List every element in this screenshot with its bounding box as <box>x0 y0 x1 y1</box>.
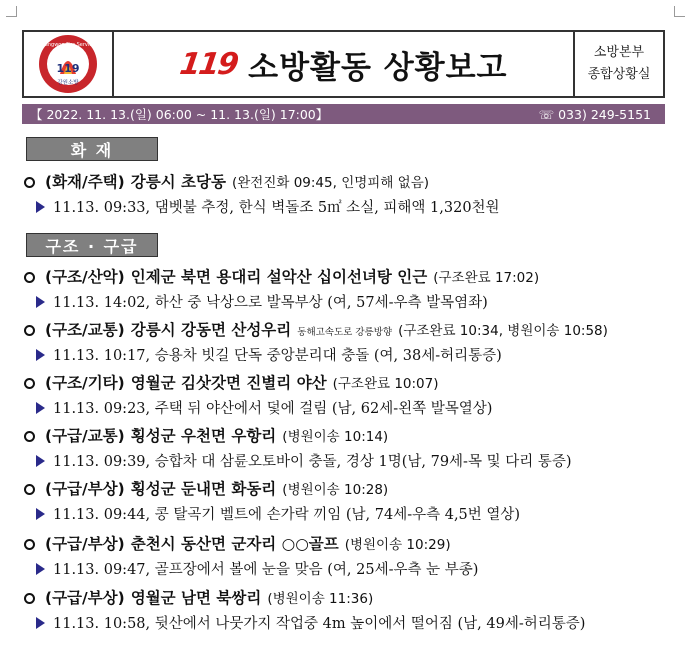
bullet-circle-icon <box>24 272 35 283</box>
incident-status: (구조완료 10:07) <box>332 376 439 392</box>
triangle-bullet-icon <box>36 617 45 629</box>
triangle-bullet-icon <box>36 201 45 213</box>
incident-detail: 11.13. 09:33, 댐벳불 추정, 한식 벽돌조 5㎡ 소실, 피해액 1,320천원 <box>36 196 500 217</box>
org-department: 종합상황실 <box>587 67 651 82</box>
bullet-circle-icon <box>24 177 35 188</box>
incident-category: (구조/교통) <box>45 321 125 339</box>
bullet-circle-icon <box>24 325 35 336</box>
svg-text:Gangwon Fire Service: Gangwon Fire Service <box>40 42 96 48</box>
incident-location: 강릉시 강동면 산성우리 <box>130 321 292 339</box>
contact-phone: ☏ 033) 249-5151 <box>538 106 651 122</box>
incident-status: (구조완료 17:02) <box>433 270 540 286</box>
bullet-circle-icon <box>24 431 35 442</box>
incident-status: (병원이송 10:29) <box>344 537 451 553</box>
triangle-bullet-icon <box>36 349 45 361</box>
report-period-bar <box>22 104 665 124</box>
incident-status: (병원이송 11:36) <box>267 591 374 607</box>
incident-location: 영월군 김삿갓면 진별리 야산 <box>130 374 327 392</box>
incident-heading <box>24 318 608 340</box>
incident-heading <box>24 170 429 192</box>
page-title: 소방활동 상황보고 <box>248 49 508 86</box>
incident-heading <box>24 477 388 499</box>
incident-heading <box>24 371 439 393</box>
incident-heading <box>24 265 539 287</box>
incident-detail: 11.13. 10:17, 승용차 빗길 단독 중앙분리대 충돌 (여, 38세-허리통증) <box>36 344 502 365</box>
incident-location: 횡성군 우천면 우항리 <box>130 427 277 445</box>
fire-service-logo-icon <box>38 34 98 94</box>
incident-detail: 11.13. 10:58, 뒷산에서 나뭇가지 작업중 4m 높이에서 떨어짐 (남, 49세-허리통증) <box>36 612 585 633</box>
incident-status: (구조완료 10:34, 병원이송 10:58) <box>398 323 608 339</box>
incident-detail: 11.13. 09:47, 골프장에서 볼에 눈을 맞음 (여, 25세-우측 눈 부종) <box>36 558 478 579</box>
page-corner-mark <box>674 6 685 17</box>
page-corner-mark <box>6 6 17 17</box>
logo-cell <box>24 32 114 96</box>
organization-cell <box>573 32 663 96</box>
section-fire-heading: 화 재 <box>26 137 158 161</box>
incident-detail: 11.13. 09:23, 주택 뒤 야산에서 덫에 걸림 (남, 62세-왼쪽 발목열상) <box>36 397 492 418</box>
incident-detail: 11.13. 09:44, 콩 탈곡기 벨트에 손가락 끼임 (남, 74세-우측 4,5번 열상) <box>36 503 520 524</box>
incident-category: (구급/부상) <box>45 589 125 607</box>
incident-category: (구급/부상) <box>45 535 125 553</box>
org-name: 소방본부 <box>593 45 645 60</box>
incident-category: (구조/기타) <box>45 374 125 392</box>
incident-category: (구급/부상) <box>45 480 125 498</box>
incident-location: 영월군 남면 북쌍리 <box>130 589 262 607</box>
bullet-circle-icon <box>24 593 35 604</box>
bullet-circle-icon <box>24 484 35 495</box>
incident-heading <box>24 532 451 554</box>
incident-location: 춘천시 동산면 군자리 ○○골프 <box>130 535 339 553</box>
svg-text:119: 119 <box>56 62 80 75</box>
incident-location: 인제군 북면 용대리 설악산 십이선녀탕 인근 <box>130 268 428 286</box>
incident-detail: 11.13. 09:39, 승합차 대 삼륜오토바이 충돌, 경상 1명(남, 79세-목 및 다리 통증) <box>36 450 571 471</box>
incident-status: (병원이송 10:28) <box>282 482 389 498</box>
incident-heading <box>24 424 388 446</box>
bullet-circle-icon <box>24 378 35 389</box>
incident-category: (구급/교통) <box>45 427 125 445</box>
incident-heading <box>24 586 373 608</box>
incident-location-extra: 동해고속도로 강릉방향 <box>297 327 393 338</box>
report-period: 【 2022. 11. 13.(일) 06:00 ~ 11. 13.(일) 17:00】 <box>30 107 329 122</box>
bullet-circle-icon <box>24 539 35 550</box>
triangle-bullet-icon <box>36 296 45 308</box>
section-rescue-heading: 구조 · 구급 <box>26 233 158 257</box>
incident-category: (화재/주택) <box>45 173 125 191</box>
triangle-bullet-icon <box>36 508 45 520</box>
triangle-bullet-icon <box>36 402 45 414</box>
incident-location: 횡성군 둔내면 화동리 <box>130 480 277 498</box>
triangle-bullet-icon <box>36 563 45 575</box>
brand-119-logo: 119 <box>177 46 239 82</box>
report-header <box>22 30 665 98</box>
triangle-bullet-icon <box>36 455 45 467</box>
incident-detail: 11.13. 14:02, 하산 중 낙상으로 발목부상 (여, 57세-우측 발목염좌) <box>36 291 488 312</box>
title-cell <box>114 32 573 96</box>
incident-status: (병원이송 10:14) <box>282 429 389 445</box>
incident-category: (구조/산악) <box>45 268 125 286</box>
incident-status: (완전진화 09:45, 인명피해 없음) <box>231 175 429 191</box>
incident-location: 강릉시 초당동 <box>130 173 226 191</box>
svg-text:강원소방: 강원소방 <box>57 80 79 86</box>
